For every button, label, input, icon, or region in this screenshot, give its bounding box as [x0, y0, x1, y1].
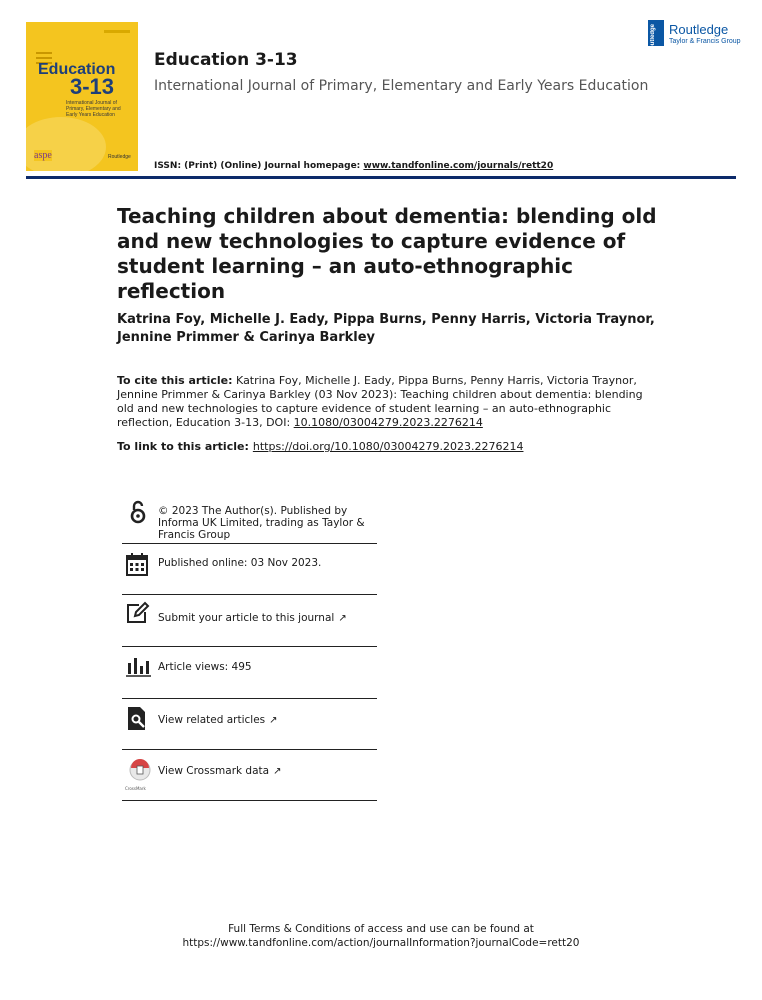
journal-homepage-link[interactable]: www.tandfonline.com/journals/rett20 — [363, 161, 554, 171]
submit-row[interactable] — [122, 595, 377, 647]
journal-title: Education 3-13 — [154, 50, 298, 70]
doi-link[interactable]: 10.1080/03004279.2023.2276214 — [293, 416, 483, 429]
routledge-mark-icon: Routledge — [648, 20, 664, 46]
external-link-icon: ↗ — [273, 766, 282, 777]
cover-title: Education — [38, 61, 116, 78]
views-row — [122, 647, 377, 699]
article-title: Teaching children about dementia: blending old and new technologies to capture evidence of student learning – an auto-ethnographic reflection — [117, 204, 657, 303]
bar-chart-icon — [125, 653, 151, 679]
crossmark-icon — [125, 758, 155, 788]
citation-block — [117, 374, 657, 430]
cover-number: 3-13 — [70, 74, 115, 99]
routledge-logo[interactable] — [648, 20, 748, 54]
license-text: © 2023 The Author(s). Published by Informa UK Limited, trading as Taylor & Francis Group — [158, 505, 365, 541]
cite-label: To cite this article: — [117, 374, 233, 387]
cover-aspe-logo: aspe — [34, 150, 52, 161]
related-articles-icon — [125, 706, 151, 732]
external-link-icon: ↗ — [338, 613, 347, 624]
footer — [0, 922, 762, 950]
footer-line-1: Full Terms & Conditions of access and use can be found at — [228, 923, 534, 935]
cover-decor — [104, 30, 130, 33]
related-text: View related articles ↗ — [158, 714, 278, 726]
link-label: To link to this article: — [117, 440, 249, 453]
submit-text: Submit your article to this journal ↗ — [158, 612, 347, 624]
routledge-name: Routledge — [669, 22, 729, 37]
related-row[interactable] — [122, 699, 377, 750]
issn-line — [154, 161, 553, 171]
crossmark-badge-label: CrossMark — [125, 786, 146, 791]
published-text: Published online: 03 Nov 2023. — [158, 557, 322, 569]
header-rule — [26, 176, 736, 179]
link-row — [117, 440, 523, 453]
published-row — [122, 544, 377, 595]
cite-text: Katrina Foy, Michelle J. Eady, Pippa Burns, Penny Harris, Victoria Traynor, Jennine Primmer & Carinya Barkley (03 Nov 2023): Teaching children about dementia: blending old and new technologies to capture evidence of student learning – an auto-ethnographic reflection, Education 3-13, DOI: — [117, 374, 643, 429]
routledge-sub: Taylor & Francis Group — [669, 38, 741, 45]
cover-art — [26, 117, 106, 171]
calendar-icon — [125, 552, 151, 578]
cover-subtitle: International Journal of Primary, Elementary and Early Years Education — [66, 100, 121, 118]
views-text: Article views: 495 — [158, 661, 252, 673]
article-authors: Katrina Foy, Michelle J. Eady, Pippa Burns, Penny Harris, Victoria Traynor, Jennine Primmer & Carinya Barkley — [117, 312, 655, 345]
crossmark-row[interactable] — [122, 750, 377, 801]
footer-terms-link[interactable]: https://www.tandfonline.com/action/journalInformation?journalCode=rett20 — [182, 937, 580, 949]
open-access-icon — [125, 499, 151, 525]
article-link[interactable]: https://doi.org/10.1080/03004279.2023.2276214 — [252, 440, 524, 453]
external-link-icon: ↗ — [269, 715, 278, 726]
cover-publisher: Routledge — [108, 154, 131, 160]
edit-icon — [125, 601, 151, 627]
issn-label: ISSN: (Print) (Online) Journal homepage: — [154, 161, 364, 171]
crossmark-text: View Crossmark data ↗ — [158, 765, 282, 777]
journal-cover — [26, 22, 138, 171]
journal-subtitle: International Journal of Primary, Elementary and Early Years Education — [154, 78, 649, 94]
license-row[interactable] — [122, 497, 377, 544]
